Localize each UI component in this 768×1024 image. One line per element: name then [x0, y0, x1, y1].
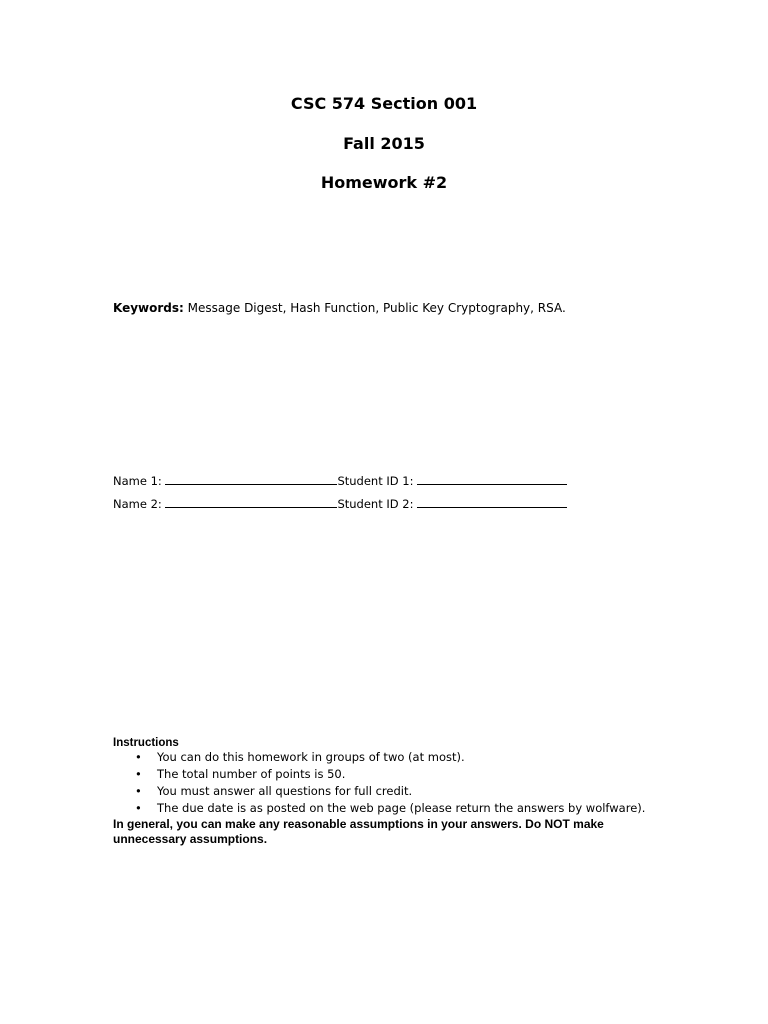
assignment-title: Homework #2 [320, 173, 448, 192]
bullet-icon: • [135, 801, 142, 815]
assumptions-note: In general, you can make any reasonable assumptions in your answers. Do NOT make unnecessary assumptions. [113, 817, 604, 846]
list-item: • The total number of points is 50. [135, 767, 346, 781]
keywords-label: Keywords: [113, 301, 184, 315]
term-title: Fall 2015 [343, 134, 425, 153]
instructions-section [113, 737, 673, 847]
bullet-icon: • [135, 750, 142, 764]
student-id-1-label: Student ID 1: [337, 474, 414, 488]
bullet-icon: • [135, 767, 142, 781]
student-2-row [113, 497, 567, 511]
instructions-title: Instructions [113, 737, 179, 749]
student-id-2-label: Student ID 2: [337, 497, 414, 511]
name-2-blank [165, 497, 337, 508]
instructions-list [113, 749, 673, 817]
student-id-1-blank [417, 474, 567, 485]
name-1-blank [165, 474, 337, 485]
student-id-2-blank [417, 497, 567, 508]
bullet-icon: • [135, 784, 142, 798]
list-item: • You must answer all questions for full credit. [135, 784, 413, 798]
name-1-label: Name 1: [113, 474, 162, 488]
name-2-label: Name 2: [113, 497, 162, 511]
student-1-row [113, 474, 567, 488]
list-item: • The due date is as posted on the web page (please return the answers by wolfware). [135, 801, 646, 815]
keywords-line [113, 301, 566, 315]
keywords-text: Message Digest, Hash Function, Public Key Cryptography, RSA. [187, 301, 566, 315]
list-item: • You can do this homework in groups of two (at most). [135, 750, 465, 764]
course-title: CSC 574 Section 001 [290, 94, 478, 113]
